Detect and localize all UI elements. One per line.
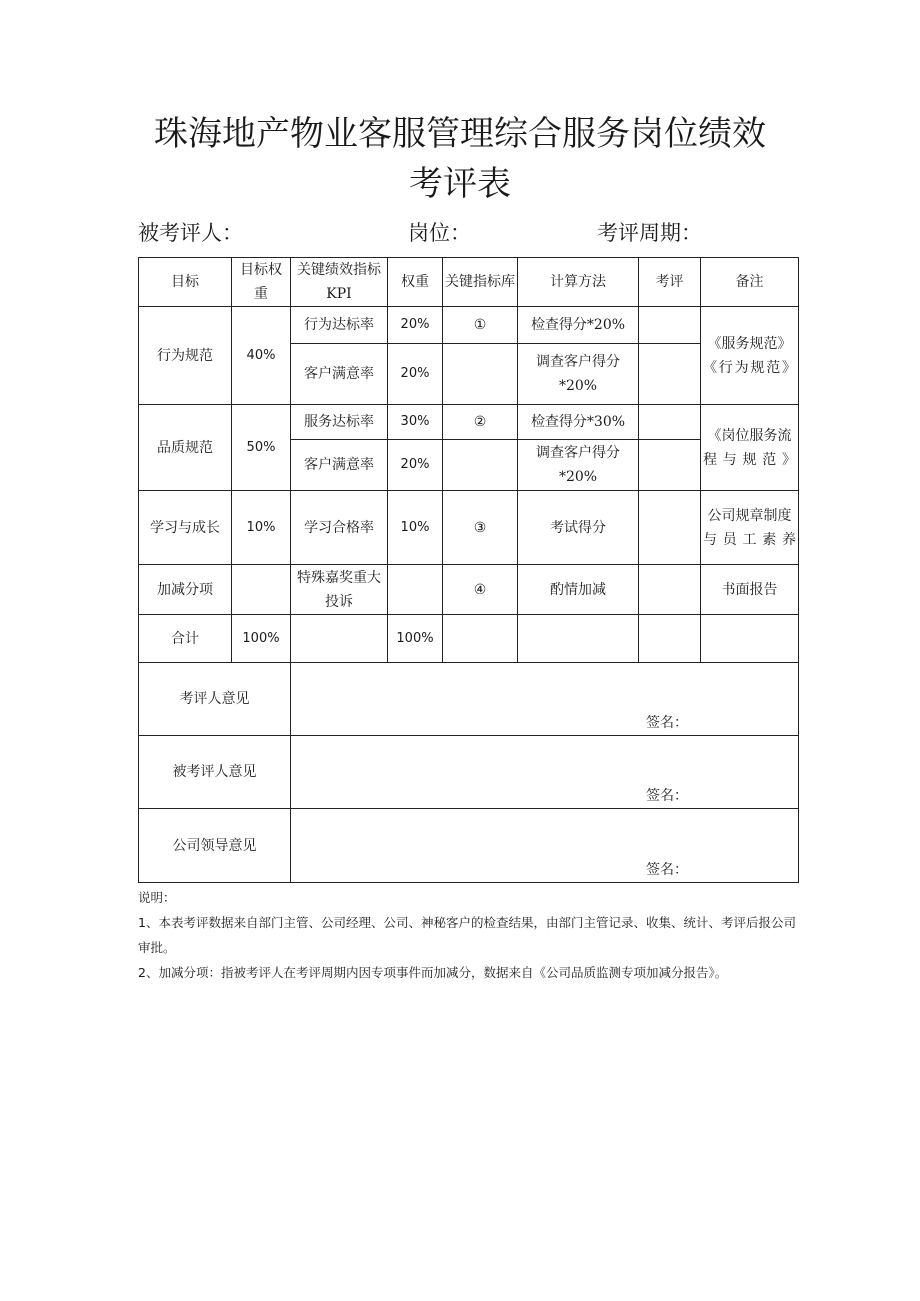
period-label: 考评周期： bbox=[597, 221, 702, 245]
total-evaluation-cell[interactable] bbox=[639, 615, 701, 663]
method-cell: 酌情加减 bbox=[518, 565, 639, 615]
kpi-cell: 服务达标率 bbox=[291, 405, 388, 440]
header-kpi-lib: 关键指标库 bbox=[443, 258, 518, 307]
evaluation-cell[interactable] bbox=[639, 307, 701, 344]
target-cell: 学习与成长 bbox=[139, 491, 232, 565]
target-weight-cell: 50% bbox=[232, 405, 291, 491]
kpi-lib-cell: ③ bbox=[443, 491, 518, 565]
target-weight-cell: 40% bbox=[232, 307, 291, 405]
kpi-lib-cell: ④ bbox=[443, 565, 518, 615]
total-label: 合计 bbox=[139, 615, 232, 663]
page-title-line2: 考评表 bbox=[409, 164, 511, 204]
target-cell: 加减分项 bbox=[139, 565, 232, 615]
weight-cell: 20% bbox=[388, 344, 443, 405]
header-weight: 权重 bbox=[388, 258, 443, 307]
table-row bbox=[139, 491, 799, 565]
position-label: 岗位： bbox=[408, 221, 471, 245]
opinion-field[interactable] bbox=[291, 736, 799, 809]
opinion-label: 考评人意见 bbox=[139, 663, 291, 736]
total-kpi-cell bbox=[291, 615, 388, 663]
opinion-field[interactable] bbox=[291, 663, 799, 736]
remark-cell: 《岗位服务流程与规范》 bbox=[701, 405, 799, 491]
method-cell: 检查得分*20% bbox=[518, 307, 639, 344]
kpi-lib-cell: ② bbox=[443, 405, 518, 440]
kpi-cell: 客户满意率 bbox=[291, 344, 388, 405]
kpi-cell: 行为达标率 bbox=[291, 307, 388, 344]
header-kpi: 关键绩效指标 KPI bbox=[291, 258, 388, 307]
kpi-cell: 学习合格率 bbox=[291, 491, 388, 565]
method-cell bbox=[518, 440, 639, 491]
weight-cell: 30% bbox=[388, 405, 443, 440]
page-title-line1: 珠海地产物业客服管理综合服务岗位绩效 bbox=[154, 114, 766, 154]
signature-label: 签名： bbox=[646, 715, 688, 731]
target-weight-cell: 10% bbox=[232, 491, 291, 565]
weight-cell: 10% bbox=[388, 491, 443, 565]
method-line1: 调查客户得分 bbox=[536, 445, 620, 461]
note-item: 1、本表考评数据来自部门主管、公司经理、公司、神秘客户的检查结果，由部门主管记录、收集、统计、考评后报公司审批。 bbox=[138, 915, 796, 955]
notes-heading: 说明： bbox=[138, 890, 176, 905]
evaluation-cell[interactable] bbox=[639, 491, 701, 565]
remark-cell: 公司规章制度与员工素养 bbox=[701, 491, 799, 565]
evaluation-cell[interactable] bbox=[639, 440, 701, 491]
header-target-weight: 目标权重 bbox=[232, 258, 291, 307]
target-cell: 品质规范 bbox=[139, 405, 232, 491]
method-cell: 考试得分 bbox=[518, 491, 639, 565]
header-remark: 备注 bbox=[701, 258, 799, 307]
opinion-label: 被考评人意见 bbox=[139, 736, 291, 809]
target-weight-cell bbox=[232, 565, 291, 615]
opinion-field[interactable] bbox=[291, 809, 799, 883]
notes-section bbox=[138, 885, 798, 985]
evaluation-cell[interactable] bbox=[639, 344, 701, 405]
remark-cell: 书面报告 bbox=[701, 565, 799, 615]
evaluation-cell[interactable] bbox=[639, 405, 701, 440]
opinion-label: 公司领导意见 bbox=[139, 809, 291, 883]
kpi-lib-cell bbox=[443, 440, 518, 491]
method-cell: 检查得分*30% bbox=[518, 405, 639, 440]
signature-label: 签名： bbox=[646, 862, 688, 878]
total-weight: 100% bbox=[388, 615, 443, 663]
weight-cell bbox=[388, 565, 443, 615]
kpi-cell: 特殊嘉奖重大投诉 bbox=[291, 565, 388, 615]
kpi-lib-cell: ① bbox=[443, 307, 518, 344]
header-target: 目标 bbox=[139, 258, 232, 307]
total-target-weight: 100% bbox=[232, 615, 291, 663]
note-item: 2、加减分项：指被考评人在考评周期内因专项事件而加减分，数据来自《公司品质监测专项加减分报告》。 bbox=[138, 965, 728, 980]
method-line2: *20% bbox=[558, 469, 598, 485]
total-lib-cell bbox=[443, 615, 518, 663]
total-row bbox=[139, 615, 799, 663]
evaluation-cell[interactable] bbox=[639, 565, 701, 615]
table-row bbox=[139, 307, 799, 344]
table-row bbox=[139, 565, 799, 615]
opinion-row bbox=[139, 663, 799, 736]
kpi-cell: 客户满意率 bbox=[291, 440, 388, 491]
table-row bbox=[139, 405, 799, 440]
header-method: 计算方法 bbox=[518, 258, 639, 307]
weight-cell: 20% bbox=[388, 307, 443, 344]
method-line2: *20% bbox=[558, 378, 598, 394]
header-evaluation: 考评 bbox=[639, 258, 701, 307]
total-remark-cell bbox=[701, 615, 799, 663]
total-method-cell bbox=[518, 615, 639, 663]
opinion-row bbox=[139, 736, 799, 809]
header-row bbox=[139, 258, 799, 307]
method-cell bbox=[518, 344, 639, 405]
reviewee-label: 被考评人： bbox=[138, 221, 243, 245]
kpi-lib-cell bbox=[443, 344, 518, 405]
remark-cell: 《服务规范》《行为规范》 bbox=[701, 307, 799, 405]
opinion-row bbox=[139, 809, 799, 883]
target-cell: 行为规范 bbox=[139, 307, 232, 405]
method-line1: 调查客户得分 bbox=[536, 354, 620, 370]
signature-label: 签名： bbox=[646, 788, 688, 804]
kpi-table bbox=[138, 257, 799, 883]
weight-cell: 20% bbox=[388, 440, 443, 491]
